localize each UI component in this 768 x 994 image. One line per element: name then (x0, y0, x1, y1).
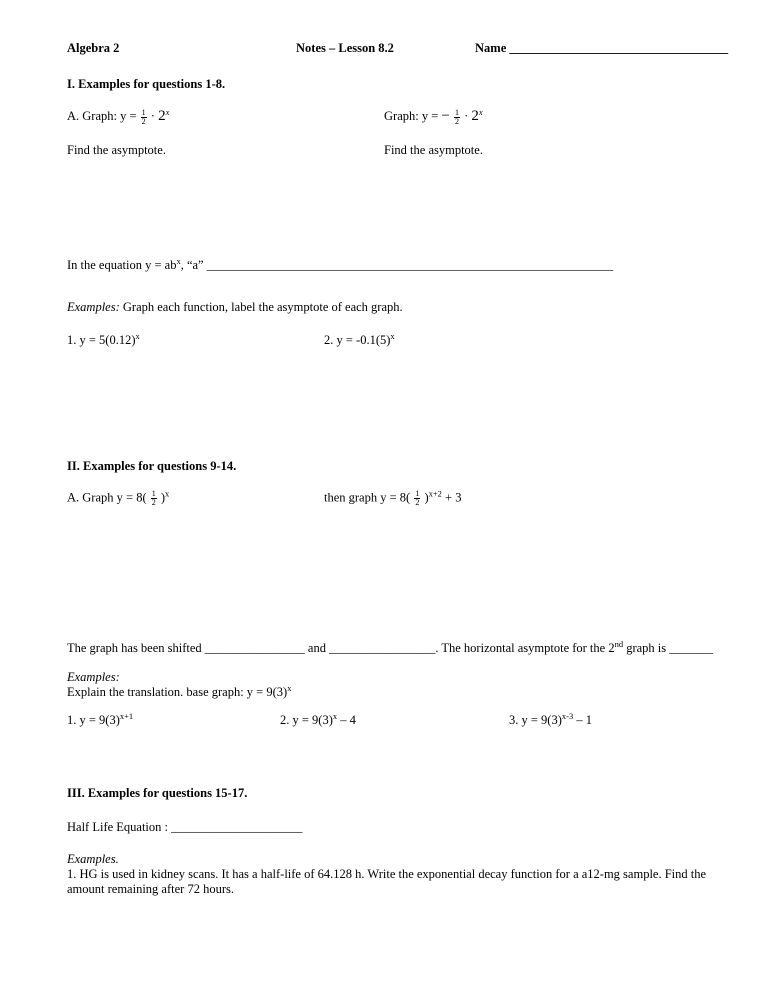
section-2-example-1: 1. $y = 9(3)^{x+1}$ (67, 711, 134, 727)
section-3-examples-label: Examples. (67, 852, 119, 866)
course-title: Algebra 2 (67, 41, 120, 55)
half-life-problem: 1. HG is used in kidney scans. It has a half-life of 64.128 h. Write the exponential decay function for a a12-mg sample. Find the amount remaining after 72 hours. (67, 867, 707, 896)
fraction-one-half: $\frac{1}{2}$ (454, 107, 459, 126)
name-field-label: Name ___________________________________ (475, 41, 729, 55)
fraction-one-half: $\frac{1}{2}$ (415, 489, 420, 507)
section-2-graph-a: A. Graph y = 8( $\frac{1}{2}$ )$^x$ (67, 488, 170, 507)
section-1-example-2: 2. $y = -0.1(5)^x$ (324, 331, 395, 347)
fraction-one-half: $\frac{1}{2}$ (151, 489, 156, 507)
section-2-example-2: 2. $y = 9(3)^x - 4$ (280, 711, 356, 727)
section-1-graph-a: A. Graph: y = $\frac{1}{2}$ · $2^x$ (67, 107, 170, 126)
shift-statement: The graph has been shifted ________________ and _________________. The horizontal asymptote for the 2nd graph is _______ (67, 639, 714, 655)
section-1-graph-b: Graph: y = − $\frac{1}{2}$ · $2^x$ (384, 107, 483, 126)
find-asymptote-left: Find the asymptote. (67, 143, 166, 157)
explain-translation: Explain the translation. base graph: $y = 9(3)^x$ (67, 683, 292, 699)
find-asymptote-right: Find the asymptote. (384, 143, 483, 157)
section-1-heading: I. Examples for questions 1-8. (67, 77, 226, 91)
section-3-heading: III. Examples for questions 15-17. (67, 786, 248, 800)
section-2-example-3: 3. $y = 9(3)^{x-3} - 1$ (509, 711, 592, 727)
half-life-equation: Half Life Equation : _____________________ (67, 820, 303, 834)
equation-statement: In the equation $y = ab^x$, “a” _________________________________________________________________ (67, 256, 613, 272)
section-2-examples-label: Examples: (67, 670, 120, 684)
section-2-heading: II. Examples for questions 9-14. (67, 459, 237, 473)
fraction-one-half: $\frac{1}{2}$ (141, 107, 146, 126)
section-2-graph-b: then graph y = 8( $\frac{1}{2}$ )$^{x+2}$ + 3 (324, 488, 462, 507)
section-1-example-1: 1. $y = 5(0.12)^x$ (67, 331, 140, 347)
lesson-title: Notes – Lesson 8.2 (296, 41, 394, 55)
section-1-examples: Examples: Graph each function, label the asymptote of each graph. (67, 300, 403, 314)
